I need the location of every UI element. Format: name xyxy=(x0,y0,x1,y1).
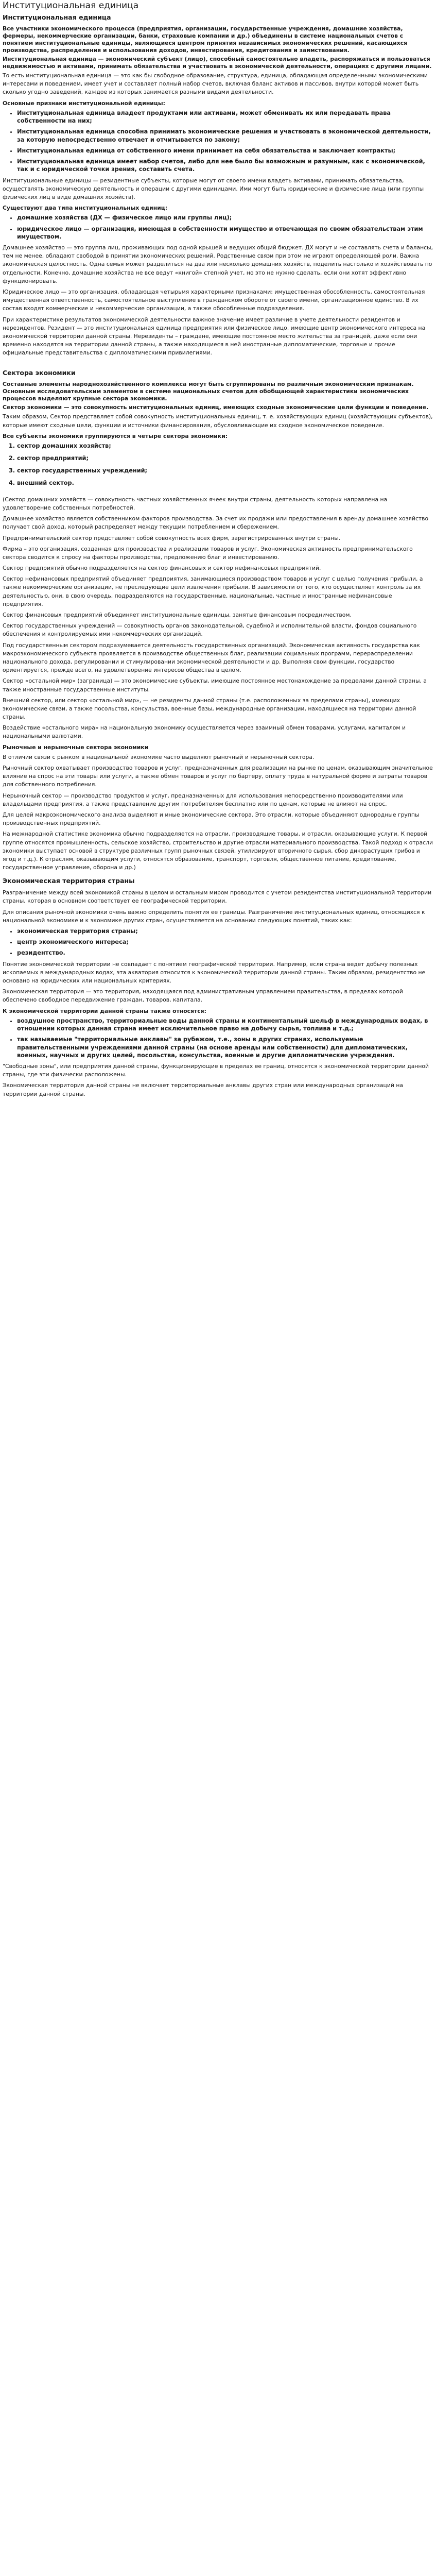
paragraph: Понятие экономической территории не совпадает с понятием географической территории. Например, если страна ведет добычу полезных ископаемых в международных водах, эта акватория относится к экономической территории данной страны. Таким образом, резидентство не основано на юридических или национальных критериях. xyxy=(3,960,426,984)
list-item: • Институциональная единица владеет продуктами или активами, может обменивать их или передавать права собственности на них; xyxy=(17,109,433,125)
paragraph: Сектор нефинансовых предприятий объединяет предприятия, занимающиеся производством товаров и услуг с целью получения прибыли, а также некоммерческие организации, не преследующие цели извлечения прибыли. В зависимости от того, кто осуществляет контроль за их деятельностью, они, в свою очередь, подразделяются на государственные, национальные, частные и иностранные нефинансовые предприятия. xyxy=(3,575,423,607)
concepts-list xyxy=(3,927,433,957)
list-item: • Институциональная единица способна принимать экономические решения и участвовать в экономической деятельности, за которую непосредственно отвечает и отчитывается по закону; xyxy=(17,128,433,144)
types-list xyxy=(3,214,433,241)
paragraph: Сектор государственных учреждений — совокупность органов законодательной, судебной и исполнительной власти, фондов социального обеспечения и контролируемых ими некоммерческих организаций. xyxy=(3,622,417,638)
paragraph: (Сектор домашних хозяйств — совокупность частных хозяйственных ячеек внутри страны, деятельность которых направлена на удовлетворение собственных потребностей. xyxy=(3,496,388,511)
paragraph: Для целей макроэкономического анализа выделяют и иные экономические сектора. Это отрасли, которые объединяют однородные группы производственных предприятий. xyxy=(3,811,420,827)
document-page xyxy=(0,0,436,1108)
paragraph: Сектор предприятий обычно подразделяется на сектор финансовых и сектор нефинансовых предприятий. xyxy=(3,565,321,572)
list-item: • резидентство. xyxy=(17,949,433,957)
paragraph: То есть институциональная единица — это как бы свободное образование, структура, единица, обладающая определенными экономическими интересами и поведением, имеет учет и составляет полный набор счетов, включая баланс активов и пассивов, внутри которой может быть сколько угодно заведений, каждое из которых занимается разными видами деятельности. xyxy=(3,72,428,96)
list-item: • воздушное пространство, территориальные воды данной страны и континентальный шельф в международных водах, в отношении которых данная страна имеет исключительное право на добычу сырья, топлива и т.д.; xyxy=(17,1017,433,1033)
list-item: • домашние хозяйства (ДХ — физическое лицо или группы лиц); xyxy=(17,214,433,222)
paragraph: Таким образом, Сектор представляет собой совокупность институциональных единиц, т. е. хозяйствующих единиц (хозяйствующих субъектов), которые имеют сходные цели, функции и источники финансирования, обусловливающие их сходное экономическое поведение. xyxy=(3,413,433,429)
list-heading: Существуют два типа институциональных единиц: xyxy=(3,205,168,212)
paragraph: Сектор финансовых предприятий объединяет институциональные единицы, занятые финансовым посредничеством. xyxy=(3,612,352,618)
list-item: • экономическая территория страны; xyxy=(17,927,433,935)
paragraph: Домашнее хозяйство является собственником факторов производства. За счет их продажи или предоставления в аренду домашнее хозяйство получает свой доход, который распределяет между текущим потреблением и сбережением. xyxy=(3,515,429,531)
sectors-list xyxy=(3,442,433,488)
section-heading: Экономическая территория страны xyxy=(3,877,135,885)
list-item: 2. сектор предприятий; xyxy=(17,454,433,463)
definition-paragraph: Сектор экономики — это совокупность институциональных единиц, имеющих сходные экономические цели функции и поведение. xyxy=(3,404,429,411)
subsection-heading: Рыночные и нерыночные сектора экономики xyxy=(3,743,149,751)
section-heading: Институциональная единица xyxy=(3,13,111,21)
territory-list xyxy=(3,1017,433,1059)
paragraph: Под государственным сектором подразумевается деятельность государственных организаций. Экономическая активность государства как макроэкономического субъекта проявляется в производстве общественных благ, реализации социальных программ, перераспределении национального дохода, регулировании и стимулировании экономической деятельности и др. Выполняя свои функции, государство ориентируется, прежде всего, на удовлетворение интересов общества в целом. xyxy=(3,641,420,674)
definition-paragraph: Институциональная единица — экономический субъект (лицо), способный самостоятельно владеть, распоряжаться и пользоваться недвижимостью и активами, принимать обязательства и участвовать в экономической деятельности, операциях с другими лицами. xyxy=(3,55,432,70)
section-institutional-unit xyxy=(3,13,433,358)
list-item: • Институциональная единица от собственного имени принимает на себя обязательства и заключает контракты; xyxy=(17,147,433,155)
list-item: • центр экономического интереса; xyxy=(17,938,433,946)
list-item: • юридическое лицо — организация, имеющая в собственности имущество и отвечающая по своим обязательствам этим имуществом. xyxy=(17,225,433,241)
paragraph: Разграничение между всей экономикой страны в целом и остальным миром проводится с учетом резидентства институциональной территории страны, которая в основном соответствует ее географической территории. xyxy=(3,889,432,905)
intro-paragraph: Составные элементы народнохозяйственного комплекса могут быть сгруппированы по различным экономическим признакам. Основным исследовательским элементом в системе национальных счетов для обобщающей характеристики экономических процессов выделяют крупные сектора экономики. xyxy=(3,381,414,402)
definition-paragraph: Все участники экономического процесса (предприятия, организации, государственные учреждения, домашние хозяйства, фермеры, некоммерческие организации, банки, страховые компании и др.) объединены в системе национальных счетов с понятием институциональные единицы, являющиеся центром принятия независимых экономических решений, касающихся производства, распределения и использования доходов, инвестирования, кредитования и заимствования. xyxy=(3,25,408,54)
features-list xyxy=(3,109,433,174)
paragraph: "Свободные зоны", или предприятия данной страны, функционирующие в пределах ее границ, относятся к экономической территории данной страны, где эти физически расположены. xyxy=(3,1063,429,1078)
list-heading: К экономической территории данной страны также относятся: xyxy=(3,1007,206,1014)
list-heading: Все субъекты экономики группируются в четыре сектора экономики: xyxy=(3,432,228,439)
paragraph: Юридическое лицо — это организация, обладающая четырьмя характерными признаками: имущественная обособленность, самостоятельная имущественная ответственность, самостоятельное выступление в гражданском обороте от своего имени, организационное единство. В их состав входят коммерческие и некоммерческие организации, а также обособленные подразделения. xyxy=(3,288,425,312)
spacer xyxy=(3,360,433,364)
section-heading: Сектора экономики xyxy=(3,369,76,377)
paragraph: Сектор «остальной мир» (заграница) — это экономические субъекты, имеющие постоянное местонахождение за пределами данной страны, а также иностранные государственные институты. xyxy=(3,677,427,693)
list-item: 3. сектор государственных учреждений; xyxy=(17,467,433,476)
paragraph: Экономическая территория — это территория, находящаяся под административным управлением правительства, в пределах которой обеспечено свободное передвижение граждан, товаров, капитала. xyxy=(3,988,403,1004)
section-economic-territory xyxy=(3,877,433,1098)
paragraph: Для описания рыночной экономики очень важно определить понятия ее границы. Разграничение институциональных единиц, относящихся к национальной экономике и к экономике других стран, осуществляется на основании следующих понятий, таких как: xyxy=(3,908,425,924)
paragraph: На межнародной статистике экономика обычно подразделяется на отрасли, производящие товары, и отрасли, оказывающие услуги. К первой группе относятся промышленность, сельское хозяйство, строительство и другие отрасли материального производства. Такой подход к отрасли экономики выступает основой в структуре различных групп рыночных связей, утилизируют вторичного сырья, сбор дикорастущих грибов и ягод и т.д.). К отраслям, оказывающим услуги, относятся образование, транспорт, торговля, общественное питание, кредитование, государственное управление, оборона и др.) xyxy=(3,831,433,871)
paragraph: Экономическая территория данной страны не включает территориальные анклавы других стран или международных организаций на территории данной страны. xyxy=(3,1082,404,1097)
list-item: 1. сектор домашних хозяйств; xyxy=(17,442,433,451)
paragraph: Нерыночный сектор — производство продуктов и услуг, предназначенных для использования непосредственно производителями или владельцами предприятия, а также представление другим потребителям бесплатно или по ценам, которые не влияют на спрос. xyxy=(3,792,403,807)
paragraph: Воздействие «остального мира» на национальную экономику осуществляется через взаимный обмен товарами, услугами, капиталом и национальными валютами. xyxy=(3,724,406,740)
paragraph: Внешний сектор, или сектор «остальной мир», — не резиденты данной страны (т.е. расположенных за пределами страны), имеющих экономические связи, а также посольства, консульства, военные базы, международные организации, находящиеся на территории данной страны. xyxy=(3,697,416,721)
list-heading: Основные признаки институциональной единицы: xyxy=(3,99,165,107)
paragraph: Институциональные единицы — резидентные субъекты, которые могут от своего имени владеть активами, принимать обязательства, осуществлять экономическую деятельность и операции с другими единицами. Ими могут быть юридические и физические лица (или группы физических лиц в виде домашних хозяйств). xyxy=(3,177,424,200)
spacer xyxy=(3,492,433,496)
section-economy-sectors xyxy=(3,369,433,872)
page-title: Институциональная единица xyxy=(3,1,139,11)
list-item: • Институциональная единица имеет набор счетов, либо для нее было бы возможным и разумным, как с экономической, так и с юридической точки зрения, составить счета. xyxy=(17,158,433,174)
list-item: 4. внешний сектор. xyxy=(17,479,433,488)
paragraph: Предпринимательский сектор представляет собой совокупность всех фирм, зарегистрированных внутри страны. xyxy=(3,534,341,541)
paragraph: В отличии связи с рынком в национальной экономике часто выделяют рыночный и нерыночный сектора. xyxy=(3,753,315,760)
list-item: • так называемые "территориальные анклавы" за рубежом, т.е., зоны в других странах, используемые правительственными учреждениями данной страны (на основе аренды или собственности) для дипломатических, военных, научных и других целей, посольства, консульства, военные и другие дипломатические учреждения. xyxy=(17,1036,433,1059)
paragraph: Рыночный сектор охватывает производство товаров и услуг, предназначенных для реализации на рынке по ценам, оказывающим значительное влияние на спрос на эти товары или услуги, а также обмен товаров и услуг по бартеру, оплату труда в натуральной форме и затраты товаров для собственного потребления. xyxy=(3,765,433,788)
paragraph: Фирма – это организация, созданная для производства и реализации товаров и услуг. Экономическая активность предпринимательского сектора сводится к спросу на факторы производства, предложению благ и инвестированию. xyxy=(3,545,413,561)
paragraph: Домашнее хозяйство — это группа лиц, проживающих под одной крышей и ведущих общий бюджет. ДХ могут и не составлять счета и балансы, тем не менее, обладают свободой в принятии экономических решений. Родственные связи при этом не играют определяющей роли. Важна экономическая целостность. Одна семья может разделиться на два или несколько домашних хозяйств, поделить настолько и хозяйствовать по отдельности. Конечно, домашние хозяйства не все ведут «книгой» степной учет, но это не нужно сделать, если они хотят эффективно функционировать. xyxy=(3,244,433,284)
paragraph: При характеристике результатов экономической деятельности важное значение имеет различие в учете деятельности резидентов и нерезидентов. Резидент — это институциональная единица предприятия или физическое лицо, имеющие центр экономического интереса на экономической территории данной страны. Нерезиденты – граждане, имеющие постоянное место жительства за границей, даже если они временно находятся на территории данной страны, а также находящиеся в ней иностранные дипломатические, торговые и прочие официальные представительства с дипломатическими привилегиями. xyxy=(3,316,426,357)
